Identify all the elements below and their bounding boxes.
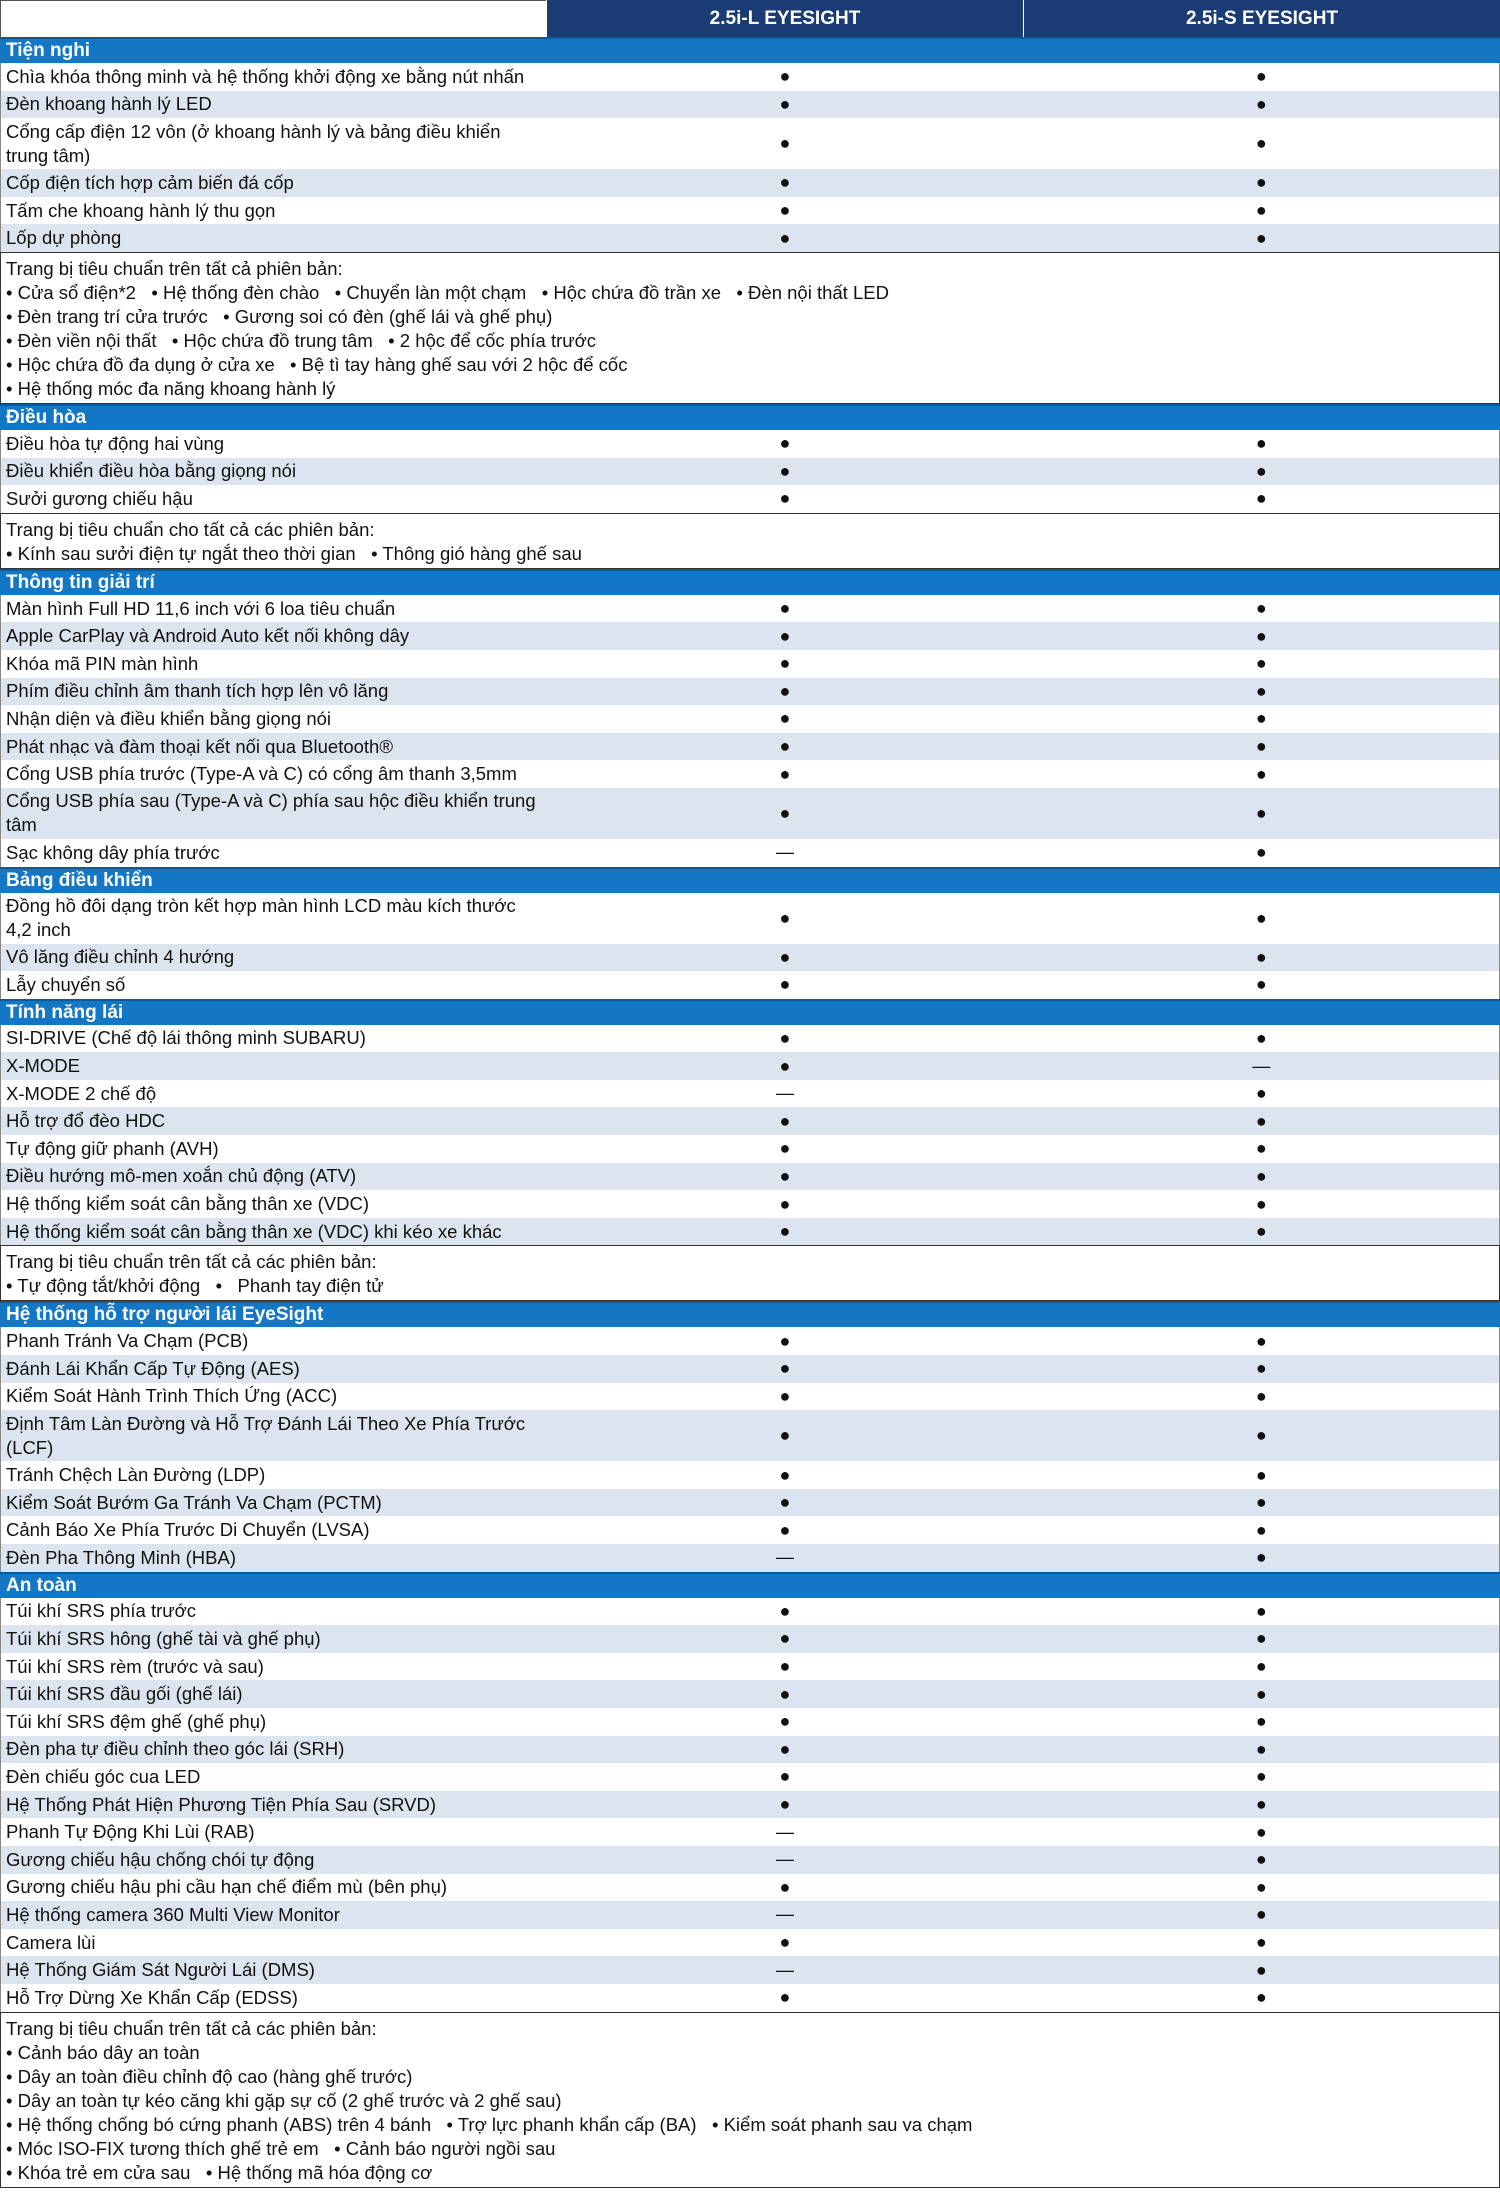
note-line: • Đèn trang trí cửa trước • Gương soi có đèn (ghế lái và ghế phụ) — [6, 305, 553, 327]
feature-label: Đèn Pha Thông Minh (HBA) — [6, 1546, 236, 1568]
feature-label: Điều hướng mô-men xoắn chủ động (ATV) — [6, 1165, 357, 1187]
value-2-5i-l: ● — [779, 1425, 791, 1446]
feature-label: SI-DRIVE (Chế độ lái thông minh SUBARU) — [6, 1027, 366, 1049]
value-2-5i-s: ● — [1255, 1711, 1267, 1732]
standard-equipment-note — [0, 1245, 1500, 1301]
table-row — [0, 1846, 1500, 1874]
table-row — [0, 893, 1500, 944]
value-2-5i-s: ● — [1255, 93, 1267, 114]
feature-label: Kiểm Soát Bướm Ga Tránh Va Chạm (PCTM) — [6, 1491, 382, 1513]
value-2-5i-s: ● — [1255, 1766, 1267, 1787]
note-line: Trang bị tiêu chuẩn trên tất cả các phiên bản: — [6, 2017, 377, 2039]
table-row — [0, 1107, 1500, 1135]
value-2-5i-l: ● — [779, 1110, 791, 1131]
feature-label: Hệ thống camera 360 Multi View Monitor — [6, 1903, 340, 1925]
value-2-5i-l: ● — [779, 1600, 791, 1621]
feature-label: Tự động giữ phanh (AVH) — [6, 1137, 219, 1159]
table-row — [0, 971, 1500, 999]
value-2-5i-l: ● — [779, 1027, 791, 1048]
header-col-2-5i-l: 2.5i-L EYESIGHT — [546, 0, 1023, 37]
note-line: • Tự động tắt/khởi động • Phanh tay điện tử — [6, 1275, 384, 1297]
value-2-5i-s: ● — [1255, 66, 1267, 87]
value-2-5i-l: ● — [779, 736, 791, 757]
feature-label: Sạc không dây phía trước — [6, 841, 220, 863]
feature-label: Điều khiển điều hòa bằng giọng nói — [6, 460, 297, 482]
value-2-5i-s: ● — [1255, 1821, 1267, 1842]
value-2-5i-l: ● — [779, 133, 791, 154]
value-2-5i-s: ● — [1255, 1425, 1267, 1446]
table-row — [0, 1080, 1500, 1108]
table-row — [0, 1929, 1500, 1957]
feature-label: Túi khí SRS phía trước — [6, 1600, 197, 1622]
value-2-5i-s: ● — [1255, 974, 1267, 995]
table-row — [0, 63, 1500, 91]
feature-label: Phím điều chỉnh âm thanh tích hợp lên vô lăng — [6, 680, 389, 702]
value-2-5i-l: ● — [779, 1987, 791, 2008]
value-2-5i-l: — — [775, 1083, 794, 1104]
value-2-5i-s: ● — [1255, 1987, 1267, 2008]
feature-label: Đèn chiếu góc cua LED — [6, 1765, 201, 1787]
table-row — [0, 1163, 1500, 1191]
feature-label: Vô lăng điều chỉnh 4 hướng — [6, 946, 235, 968]
value-2-5i-l: ● — [779, 460, 791, 481]
feature-label: Lẫy chuyển số — [6, 973, 126, 995]
value-2-5i-l: ● — [779, 1876, 791, 1897]
note-line: • Hộc chứa đồ đa dụng ở cửa xe • Bệ tì tay hàng ghế sau với 2 hộc để cốc — [6, 353, 628, 375]
note-line: • Cảnh báo dây an toàn — [6, 2041, 200, 2063]
value-2-5i-l: ● — [779, 227, 791, 248]
value-2-5i-s: ● — [1255, 598, 1267, 619]
value-2-5i-s: ● — [1255, 488, 1267, 509]
table-row — [0, 1327, 1500, 1355]
value-2-5i-s: ● — [1255, 1165, 1267, 1186]
feature-label: Tấm che khoang hành lý thu gọn — [6, 199, 276, 221]
value-2-5i-l: ● — [779, 1738, 791, 1759]
value-2-5i-l: — — [775, 1959, 794, 1980]
note-line: • Dây an toàn tự kéo căng khi gặp sự cố (2 ghế trước và 2 ghế sau) — [6, 2089, 562, 2111]
table-row — [0, 788, 1500, 839]
value-2-5i-s: ● — [1255, 1358, 1267, 1379]
feature-label: Gương chiếu hậu chống chói tự động — [6, 1848, 315, 1870]
table-row — [0, 1791, 1500, 1819]
table-row — [0, 1516, 1500, 1544]
feature-label: Cảnh Báo Xe Phía Trước Di Chuyển (LVSA) — [6, 1519, 370, 1541]
value-2-5i-l: ● — [779, 802, 791, 823]
note-line: • Khóa trẻ em cửa sau • Hệ thống mã hóa động cơ — [6, 2161, 433, 2183]
value-2-5i-l: ● — [779, 200, 791, 221]
value-2-5i-s: ● — [1255, 708, 1267, 729]
value-2-5i-l: ● — [779, 1193, 791, 1214]
standard-equipment-note — [0, 2012, 1500, 2188]
table-row — [0, 733, 1500, 761]
feature-label: Cổng USB phía sau (Type-A và C) phía sau hộc điều khiển trung tâm — [6, 790, 536, 836]
value-2-5i-l: — — [775, 842, 794, 863]
feature-label: Phát nhạc và đàm thoại kết nối qua Bluetooth® — [6, 735, 393, 757]
table-row — [0, 169, 1500, 197]
table-row — [0, 485, 1500, 513]
value-2-5i-s: ● — [1255, 680, 1267, 701]
table-row — [0, 1383, 1500, 1411]
table-row — [0, 1818, 1500, 1846]
feature-label: Kiểm Soát Hành Trình Thích Ứng (ACC) — [6, 1385, 338, 1407]
section-header: Hệ thống hỗ trợ người lái EyeSight — [0, 1301, 1500, 1327]
value-2-5i-s: ● — [1255, 1193, 1267, 1214]
table-row — [0, 1984, 1500, 2012]
value-2-5i-l: ● — [779, 1330, 791, 1351]
table-row — [0, 1190, 1500, 1218]
feature-label: Đồng hồ đôi dạng tròn kết hợp màn hình LCD màu kích thước 4,2 inch — [6, 895, 516, 940]
section-header: Thông tin giải trí — [0, 569, 1500, 595]
value-2-5i-l: — — [775, 1904, 794, 1925]
table-row — [0, 1598, 1500, 1626]
feature-label: Hệ Thống Giám Sát Người Lái (DMS) — [6, 1959, 315, 1981]
value-2-5i-s: ● — [1255, 1519, 1267, 1540]
feature-label: Apple CarPlay và Android Auto kết nối không dây — [6, 625, 410, 647]
table-row — [0, 678, 1500, 706]
table-row — [0, 1461, 1500, 1489]
table-row — [0, 1135, 1500, 1163]
table-row — [0, 1544, 1500, 1572]
feature-label: Định Tâm Làn Đường và Hỗ Trợ Đánh Lái Theo Xe Phía Trước (LCF) — [6, 1412, 526, 1458]
value-2-5i-s: ● — [1255, 907, 1267, 928]
table-row — [0, 118, 1500, 169]
value-2-5i-l: ● — [779, 598, 791, 619]
table-row — [0, 458, 1500, 486]
section-header: Bảng điều khiển — [0, 867, 1500, 893]
value-2-5i-l: ● — [779, 1492, 791, 1513]
feature-label: Phanh Tự Động Khi Lùi (RAB) — [6, 1821, 255, 1843]
value-2-5i-s: ● — [1255, 842, 1267, 863]
table-row — [0, 1025, 1500, 1053]
value-2-5i-s: ● — [1255, 1600, 1267, 1621]
value-2-5i-l: — — [775, 1849, 794, 1870]
section-header: Tiện nghi — [0, 37, 1500, 63]
note-line: • Dây an toàn điều chỉnh độ cao (hàng ghế trước) — [6, 2065, 413, 2087]
value-2-5i-s: ● — [1255, 1683, 1267, 1704]
note-line: • Đèn viền nội thất • Hộc chứa đồ trung tâm • 2 hộc để cốc phía trước — [6, 329, 597, 351]
section-header: An toàn — [0, 1572, 1500, 1598]
value-2-5i-l: ● — [779, 1055, 791, 1076]
value-2-5i-l: ● — [779, 1656, 791, 1677]
value-2-5i-l: ● — [779, 653, 791, 674]
value-2-5i-l: ● — [779, 1932, 791, 1953]
feature-label: Đèn khoang hành lý LED — [6, 93, 212, 115]
note-line: • Kính sau sưởi điện tự ngắt theo thời gian • Thông gió hàng ghế sau — [6, 542, 582, 564]
header-col-2-5i-s: 2.5i-S EYESIGHT — [1023, 0, 1500, 37]
table-row — [0, 1653, 1500, 1681]
table-row — [0, 1874, 1500, 1902]
feature-label: Điều hòa tự động hai vùng — [6, 432, 225, 454]
value-2-5i-s: ● — [1255, 433, 1267, 454]
value-2-5i-l: ● — [779, 1711, 791, 1732]
value-2-5i-s: ● — [1255, 1492, 1267, 1513]
value-2-5i-l: ● — [779, 946, 791, 967]
value-2-5i-l: ● — [779, 1519, 791, 1540]
table-row — [0, 839, 1500, 867]
feature-label: Cổng USB phía trước (Type-A và C) có cổng âm thanh 3,5mm — [6, 763, 517, 785]
value-2-5i-l: ● — [779, 66, 791, 87]
table-row — [0, 1052, 1500, 1080]
value-2-5i-l: ● — [779, 907, 791, 928]
feature-label: Túi khí SRS đệm ghế (ghế phụ) — [6, 1710, 267, 1732]
note-line: Trang bị tiêu chuẩn trên tất cả các phiên bản: — [6, 1251, 377, 1273]
value-2-5i-s: ● — [1255, 1904, 1267, 1925]
feature-label: Đèn pha tự điều chỉnh theo góc lái (SRH) — [6, 1738, 345, 1760]
table-row — [0, 705, 1500, 733]
section-header: Điều hòa — [0, 404, 1500, 430]
feature-label: Gương chiếu hậu phi cầu hạn chế điểm mù (bên phụ) — [6, 1876, 448, 1898]
value-2-5i-l: ● — [779, 1358, 791, 1379]
value-2-5i-l: ● — [779, 1221, 791, 1242]
note-line: • Cửa sổ điện*2 • Hệ thống đèn chào • Chuyển làn một chạm • Hộc chứa đồ trần xe • Đèn nội thất LED — [6, 281, 889, 303]
note-line: • Hệ thống móc đa năng khoang hành lý — [6, 377, 336, 399]
note-line: Trang bị tiêu chuẩn cho tất cả các phiên bản: — [6, 518, 375, 540]
value-2-5i-s: ● — [1255, 133, 1267, 154]
value-2-5i-s: ● — [1255, 1330, 1267, 1351]
feature-label: Hệ thống kiểm soát cân bằng thân xe (VDC) — [6, 1193, 369, 1215]
value-2-5i-s: ● — [1255, 1221, 1267, 1242]
value-2-5i-s: ● — [1255, 1794, 1267, 1815]
feature-label: Tránh Chệch Làn Đường (LDP) — [6, 1464, 266, 1486]
value-2-5i-s: ● — [1255, 802, 1267, 823]
feature-label: Túi khí SRS rèm (trước và sau) — [6, 1655, 264, 1677]
feature-label: Túi khí SRS hông (ghế tài và ghế phụ) — [6, 1627, 321, 1649]
value-2-5i-l: ● — [779, 1165, 791, 1186]
table-row — [0, 1355, 1500, 1383]
value-2-5i-s: ● — [1255, 1083, 1267, 1104]
value-2-5i-l: ● — [779, 1138, 791, 1159]
feature-label: Chìa khóa thông minh và hệ thống khởi động xe bằng nút nhấn — [6, 65, 525, 87]
value-2-5i-l: ● — [779, 433, 791, 454]
table-row — [0, 1708, 1500, 1736]
value-2-5i-s: ● — [1255, 1959, 1267, 1980]
feature-label: Hỗ trợ đổ đèo HDC — [6, 1110, 166, 1132]
value-2-5i-l: ● — [779, 1766, 791, 1787]
table-row — [0, 760, 1500, 788]
value-2-5i-s: ● — [1255, 1385, 1267, 1406]
value-2-5i-s: — — [1252, 1055, 1271, 1076]
value-2-5i-l: ● — [779, 1683, 791, 1704]
note-line: • Móc ISO-FIX tương thích ghế trẻ em • Cảnh báo người ngồi sau — [6, 2137, 556, 2159]
value-2-5i-l: — — [775, 1547, 794, 1568]
standard-equipment-note — [0, 513, 1500, 569]
table-row — [0, 1956, 1500, 1984]
value-2-5i-s: ● — [1255, 1628, 1267, 1649]
table-header — [0, 0, 1500, 37]
feature-label: Phanh Tránh Va Chạm (PCB) — [6, 1330, 249, 1352]
table-row — [0, 944, 1500, 972]
value-2-5i-l: ● — [779, 93, 791, 114]
value-2-5i-s: ● — [1255, 1738, 1267, 1759]
table-row — [0, 1489, 1500, 1517]
feature-label: Đánh Lái Khẩn Cấp Tự Động (AES) — [6, 1357, 300, 1379]
table-row — [0, 1410, 1500, 1461]
value-2-5i-l: ● — [779, 1464, 791, 1485]
table-row — [0, 224, 1500, 252]
table-row — [0, 1901, 1500, 1929]
feature-label: Hệ Thống Phát Hiện Phương Tiện Phía Sau (SRVD) — [6, 1793, 437, 1815]
value-2-5i-s: ● — [1255, 1876, 1267, 1897]
value-2-5i-s: ● — [1255, 1464, 1267, 1485]
feature-label: Lốp dự phòng — [6, 227, 122, 249]
feature-label: Khóa mã PIN màn hình — [6, 652, 199, 674]
table-row — [0, 430, 1500, 458]
value-2-5i-l: ● — [779, 1794, 791, 1815]
value-2-5i-l: ● — [779, 625, 791, 646]
standard-equipment-note — [0, 252, 1500, 404]
feature-label: Camera lùi — [6, 1931, 96, 1953]
value-2-5i-s: ● — [1255, 200, 1267, 221]
note-line: Trang bị tiêu chuẩn trên tất cả phiên bản: — [6, 257, 343, 279]
table-row — [0, 1625, 1500, 1653]
value-2-5i-l: ● — [779, 488, 791, 509]
table-row — [0, 622, 1500, 650]
value-2-5i-s: ● — [1255, 946, 1267, 967]
table-row — [0, 1218, 1500, 1246]
table-row — [0, 91, 1500, 119]
value-2-5i-s: ● — [1255, 736, 1267, 757]
value-2-5i-s: ● — [1255, 1547, 1267, 1568]
table-row — [0, 1680, 1500, 1708]
value-2-5i-l: ● — [779, 1628, 791, 1649]
value-2-5i-s: ● — [1255, 172, 1267, 193]
value-2-5i-l: ● — [779, 763, 791, 784]
value-2-5i-l: ● — [779, 708, 791, 729]
feature-label: Màn hình Full HD 11,6 inch với 6 loa tiêu chuẩn — [6, 597, 396, 619]
feature-label: X-MODE 2 chế độ — [6, 1082, 157, 1104]
table-row — [0, 1763, 1500, 1791]
feature-label: Túi khí SRS đầu gối (ghế lái) — [6, 1683, 243, 1705]
feature-label: X-MODE — [6, 1055, 80, 1077]
feature-label: Hệ thống kiểm soát cân bằng thân xe (VDC) khi kéo xe khác — [6, 1220, 502, 1242]
value-2-5i-s: ● — [1255, 1138, 1267, 1159]
table-row — [0, 650, 1500, 678]
value-2-5i-s: ● — [1255, 1849, 1267, 1870]
value-2-5i-l: ● — [779, 172, 791, 193]
value-2-5i-l: — — [775, 1821, 794, 1842]
value-2-5i-s: ● — [1255, 1656, 1267, 1677]
value-2-5i-l: ● — [779, 680, 791, 701]
feature-label: Sưởi gương chiếu hậu — [6, 487, 193, 509]
feature-label: Nhận diện và điều khiển bằng giọng nói — [6, 707, 332, 729]
table-row — [0, 1736, 1500, 1764]
value-2-5i-s: ● — [1255, 653, 1267, 674]
feature-label: Cốp điện tích hợp cảm biến đá cốp — [6, 171, 294, 193]
value-2-5i-s: ● — [1255, 227, 1267, 248]
table-row — [0, 197, 1500, 225]
section-header: Tính năng lái — [0, 999, 1500, 1025]
note-line: • Hệ thống chống bó cứng phanh (ABS) trên 4 bánh • Trợ lực phanh khẩn cấp (BA) • Kiểm soát phanh sau va chạm — [6, 2113, 973, 2135]
value-2-5i-l: ● — [779, 974, 791, 995]
value-2-5i-s: ● — [1255, 763, 1267, 784]
feature-label: Hỗ Trợ Dừng Xe Khẩn Cấp (EDSS) — [6, 1986, 298, 2008]
feature-label: Cổng cấp điện 12 vôn (ở khoang hành lý và bảng điều khiển trung tâm) — [6, 120, 501, 166]
value-2-5i-s: ● — [1255, 460, 1267, 481]
value-2-5i-s: ● — [1255, 1027, 1267, 1048]
value-2-5i-l: ● — [779, 1385, 791, 1406]
value-2-5i-s: ● — [1255, 625, 1267, 646]
header-blank-cell — [0, 0, 546, 37]
value-2-5i-s: ● — [1255, 1932, 1267, 1953]
value-2-5i-s: ● — [1255, 1110, 1267, 1131]
table-row — [0, 595, 1500, 623]
